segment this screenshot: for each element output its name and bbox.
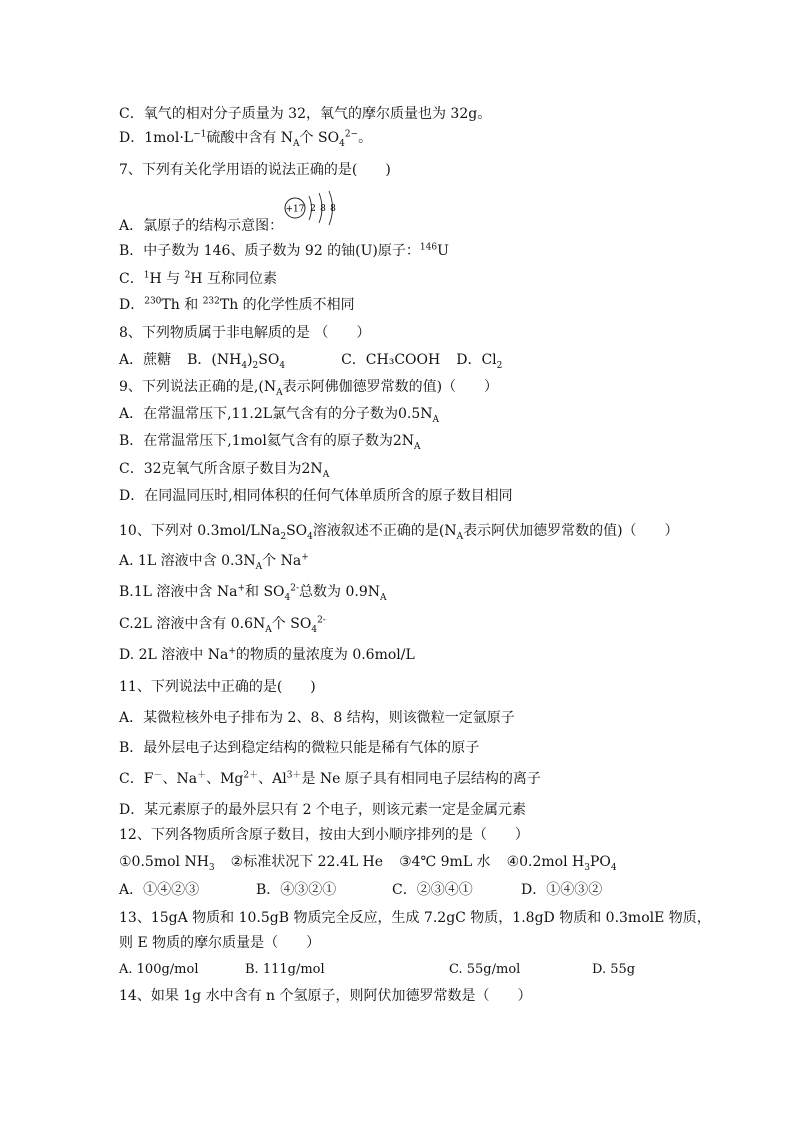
q7-option-a	[119, 218, 283, 234]
q7-d-mid: Th 和	[161, 297, 203, 313]
q14-stem-text: 14、如果 1g 水中含有 n 个氢原子，则阿伏加德罗常数是（ ）	[119, 988, 532, 1004]
q7-option-d	[119, 297, 355, 313]
q9-b-sub: A	[413, 441, 421, 452]
q10-option-c	[119, 615, 326, 635]
q10-b-sub1: 4	[284, 592, 291, 603]
q12-option-a	[119, 882, 199, 898]
q9-option-c	[119, 461, 330, 480]
q13-stem1-text: 13、15gA 物质和 10.5gB 物质完全反应，生成 7.2gC 物质，1.8gD 物质和 0.3molE 物质，	[119, 910, 711, 926]
q9-a-text: A．在常温常压下,11.2L氯气含有的分子数为0.5N	[119, 406, 433, 422]
q6-d-mid2: 个 SO	[299, 130, 340, 146]
q6-option-c	[119, 106, 491, 122]
q9-c-text: C．32克氧气所含原子数目为2N	[119, 461, 323, 477]
q10-stem	[119, 523, 679, 542]
q10-stem-mid2: 溶液叙述不正确的是(N	[312, 523, 457, 539]
q10-b-mid: 和 SO	[245, 584, 285, 600]
q11-c-sup3: 2＋	[243, 770, 259, 781]
q7-stem	[119, 162, 391, 178]
q9-stem-sub: A	[276, 387, 283, 398]
q12-item-3: ③4℃ 9mL 水	[399, 854, 491, 870]
q9-b-text: B．在常温常压下,1mol氦气含有的原子数为2N	[119, 433, 414, 449]
q10-c-sup: 2-	[317, 615, 326, 626]
q10-a-mid: 个 Na	[262, 553, 302, 569]
q10-a-sup: +	[301, 552, 309, 563]
q13-stem-line2	[119, 935, 320, 951]
nucleus-charge: +17	[285, 204, 305, 215]
q12-item-1: ①0.5mol NH	[119, 854, 209, 870]
q12-item-1-sub: 3	[208, 862, 215, 873]
q10-d-post: 的物质的量浓度为 0.6mol/L	[235, 647, 415, 663]
q10-stem-post: 表示阿伏加德罗常数的值)（ ）	[463, 523, 679, 539]
q11-option-b	[119, 740, 479, 756]
q11-c-pre: C．F	[119, 771, 154, 787]
q12-stem-text: 12、下列各物质所含原子数目，按由大到小顺序排列的是（ ）	[119, 827, 529, 843]
q11-c-sup1: －	[153, 770, 163, 781]
q10-d-pre: D. 2L 溶液中 Na	[119, 647, 229, 663]
q13-option-c	[449, 962, 520, 978]
q10-c-sub2: 4	[311, 624, 318, 635]
q11-option-d	[119, 802, 526, 818]
q11-c-m2: 、Mg	[206, 771, 244, 787]
q7-b-symbol: U	[437, 243, 449, 259]
q8-stem	[119, 325, 370, 341]
q11-d-text: D．某元素原子的最外层只有 2 个电子，则该元素一定是金属元素	[119, 802, 527, 818]
q10-option-b	[119, 583, 387, 603]
q10-b-sup1: +	[237, 583, 245, 594]
q8-stem-text: 8、下列物质属于非电解质的是 （ ）	[119, 325, 371, 341]
q10-b-pre: B.1L 溶液中含 Na	[119, 584, 238, 600]
q11-c-m3: 、Al	[258, 771, 287, 787]
q6-d-sub1: A	[293, 138, 300, 149]
q13-d-text: D. 55g	[592, 962, 636, 977]
q10-c-mid: 个 SO	[271, 616, 312, 632]
q13-a-text: A. 100g/mol	[119, 962, 199, 977]
q13-stem2-text: 则 E 物质的摩尔质量是（ ）	[119, 935, 321, 951]
q10-b-sub2: A	[380, 592, 387, 603]
q7-b-mass-number: 146	[419, 242, 438, 253]
q12-item-4: ④0.2mol H	[506, 854, 585, 870]
q8-option-c: C．CH₃COOH	[341, 352, 441, 368]
q13-b-text: B. 111g/mol	[245, 962, 325, 977]
q6-d-mid1: 硫酸中含有 N	[206, 130, 294, 146]
q10-a-sub: A	[255, 561, 263, 572]
q6-d-post: 。	[358, 130, 373, 146]
q6-d-sup2: 2−	[344, 129, 359, 140]
q12-option-c	[392, 882, 473, 898]
q7-b-pre: B．中子数为 146、质子数为 92 的铀(U)原子：	[119, 243, 420, 259]
q8-option-d-pre: D．Cl	[456, 352, 497, 368]
q11-c-sup2: ＋	[197, 770, 207, 781]
q10-stem-mid: SO	[286, 523, 308, 539]
q6-d-sub2: 4	[339, 138, 345, 149]
q10-stem-sub1: 2	[280, 531, 287, 542]
shell-3-electrons: 8	[330, 204, 336, 214]
q12-items	[119, 854, 617, 873]
q9-stem-pre: 9、下列说法正确的是,(N	[119, 379, 277, 395]
q12-item-4-sub2: 4	[610, 862, 617, 873]
q12-item-4-mid: PO	[589, 854, 611, 870]
q12-d-text: D．①④③②	[521, 882, 603, 898]
q7-d-sup2: 232	[202, 296, 220, 307]
q12-c-text: C．②③④①	[392, 882, 473, 898]
q9-option-a	[119, 406, 440, 425]
q10-stem-sub3: A	[456, 531, 464, 542]
q7-stem-text: 7、下列有关化学用语的说法正确的是( )	[119, 162, 391, 178]
q11-a-text: A．某微粒核外电子排布为 2、8、8 结构，则该微粒一定氩原子	[119, 710, 515, 726]
q9-stem-post: 表示阿佛伽德罗常数的值)（ ）	[282, 379, 499, 395]
q8-b-sub2: 2	[252, 360, 259, 371]
q10-d-sup: +	[228, 646, 236, 657]
q13-c-text: C. 55g/mol	[449, 962, 521, 977]
q6-d-sup1: −1	[193, 129, 207, 140]
q10-stem-pre: 10、下列对 0.3mol/LNa	[119, 523, 281, 539]
q9-c-sub: A	[322, 469, 330, 480]
q6-d-pre: D．1mol·L	[119, 130, 194, 146]
q10-b-mid2: 总数为 0.9N	[299, 584, 381, 600]
q7-c-post: H 互称同位素	[190, 271, 277, 287]
q10-c-sub1: A	[265, 624, 272, 635]
q8-options	[119, 352, 503, 371]
q10-b-sup2: 2-	[290, 583, 300, 594]
q11-c-sup4: 3＋	[286, 770, 302, 781]
q13-stem-line1	[119, 910, 711, 926]
q7-d-sup1: 230	[144, 296, 162, 307]
q9-d-text: D．在同温同压时,相同体积的任何气体单质所含的原子数目相同	[119, 488, 513, 504]
q14-stem	[119, 988, 532, 1004]
q11-option-c	[119, 771, 541, 787]
q8-b-post: SO	[258, 352, 280, 368]
q6-c-text: C．氧气的相对分子质量为 32，氧气的摩尔质量也为 32g。	[119, 106, 492, 122]
q10-stem-sub2: 4	[307, 531, 313, 542]
q9-option-b	[119, 433, 421, 452]
q12-b-text: B．④③②①	[256, 882, 337, 898]
q8-option-b-pre: B．(NH	[187, 352, 242, 368]
q10-option-d	[119, 647, 415, 663]
q7-d-post: Th 的化学性质不相同	[219, 297, 355, 313]
q7-option-b	[119, 243, 449, 259]
q13-option-d	[592, 962, 635, 978]
chlorine-atom-structure-diagram	[281, 188, 351, 228]
q11-c-post: 是 Ne 原子具有相同电子层结构的离子	[301, 771, 541, 787]
q9-option-d	[119, 488, 513, 504]
q7-c-sup2: 2	[184, 270, 191, 281]
q11-stem-text: 11、下列说法中正确的是( )	[119, 679, 316, 695]
q12-option-b	[256, 882, 336, 898]
q12-item-4-sub1: 3	[584, 862, 590, 873]
q8-option-a: A．蔗糖	[119, 352, 172, 368]
q8-b-sub1: 4	[241, 360, 248, 371]
q8-d-sub: 2	[496, 360, 503, 371]
q7-c-sup1: 1	[143, 270, 150, 281]
q7-a-text: A．氯原子的结构示意图：	[119, 218, 284, 234]
q7-c-pre: C．	[119, 271, 144, 287]
q8-b-mid: )	[247, 352, 253, 368]
q7-d-pre: D．	[119, 297, 145, 313]
q11-option-a	[119, 710, 515, 726]
q13-option-b	[245, 962, 325, 978]
q12-a-text: A．①④②③	[119, 882, 200, 898]
q9-stem	[119, 379, 499, 398]
q12-stem	[119, 827, 529, 843]
q10-a-pre: A. 1L 溶液中含 0.3N	[119, 553, 256, 569]
q11-stem	[119, 679, 316, 695]
q10-c-pre: C.2L 溶液中含有 0.6N	[119, 616, 266, 632]
shell-2-electrons: 8	[320, 204, 326, 214]
q7-c-mid: H 与	[149, 271, 185, 287]
shell-1-electrons: 2	[310, 204, 316, 214]
q9-a-sub: A	[432, 414, 440, 425]
q13-option-a	[119, 962, 198, 978]
q7-option-c	[119, 271, 277, 287]
q11-b-text: B．最外层电子达到稳定结构的微粒只能是稀有气体的原子	[119, 740, 480, 756]
q8-b-sub3: 4	[279, 360, 286, 371]
q11-c-m1: 、Na	[162, 771, 198, 787]
q12-option-d	[521, 882, 602, 898]
q10-option-a	[119, 552, 309, 572]
q12-item-2: ②标准状况下 22.4L He	[230, 854, 384, 870]
q6-option-d	[119, 129, 373, 149]
